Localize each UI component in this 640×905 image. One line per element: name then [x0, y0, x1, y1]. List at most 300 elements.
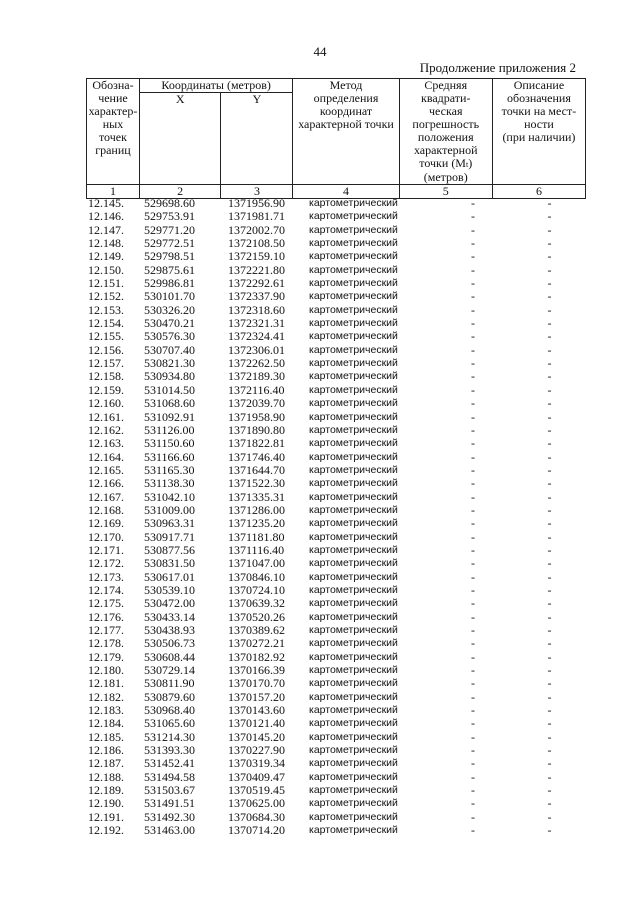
point-id: 12.177. — [88, 623, 124, 637]
description-cell: - — [547, 796, 552, 811]
description-cell: - — [547, 249, 552, 264]
coord-x: 530472.00 — [144, 596, 195, 611]
error-cell: - — [471, 236, 475, 251]
table-row — [86, 584, 586, 597]
description-cell: - — [547, 289, 552, 304]
error-cell: - — [471, 289, 475, 304]
method-cell: картометрический — [309, 370, 398, 383]
method-cell: картометрический — [309, 250, 398, 263]
coord-x: 531092.91 — [144, 409, 195, 424]
table-row — [86, 197, 586, 210]
method-cell: картометрический — [309, 317, 398, 330]
description-cell: - — [547, 569, 552, 584]
col-number-5: 5 — [399, 185, 492, 199]
description-cell: - — [547, 209, 552, 224]
coord-x: 529875.61 — [144, 262, 195, 277]
description-cell: - — [547, 342, 552, 357]
description-cell: - — [547, 409, 552, 424]
error-cell: - — [471, 743, 475, 758]
point-id: 12.166. — [88, 476, 124, 491]
method-cell: картометрический — [309, 757, 398, 770]
error-cell: - — [471, 582, 475, 597]
table-row — [86, 531, 586, 544]
error-cell: - — [471, 756, 475, 771]
point-id: 12.157. — [88, 356, 124, 371]
header-error — [399, 79, 492, 185]
error-cell: - — [471, 636, 475, 651]
coord-y: 1370166.39 — [228, 663, 285, 678]
coord-y: 1370684.30 — [228, 809, 285, 824]
description-cell: - — [547, 556, 552, 571]
point-id: 12.189. — [88, 783, 124, 798]
coord-x: 530877.56 — [144, 542, 195, 557]
coord-x: 530729.14 — [144, 663, 195, 678]
coord-y: 1372318.60 — [228, 302, 285, 317]
header-error-sub: t — [465, 160, 469, 169]
error-cell: - — [471, 809, 475, 824]
table-row — [86, 384, 586, 397]
page-number: 44 — [313, 44, 327, 59]
method-cell: картометрический — [309, 824, 398, 837]
error-cell: - — [471, 476, 475, 491]
coord-y: 1370714.20 — [228, 823, 285, 838]
coord-y: 1370170.70 — [228, 676, 285, 691]
coord-y: 1370409.47 — [228, 769, 285, 784]
method-cell: картометрический — [309, 784, 398, 797]
coord-y: 1371047.00 — [228, 556, 285, 571]
coordinates-table-header — [86, 78, 586, 199]
col-number-4: 4 — [293, 185, 399, 199]
coord-y: 1370519.45 — [228, 783, 285, 798]
point-id: 12.159. — [88, 382, 124, 397]
header-x: X — [139, 93, 221, 185]
coord-x: 529753.91 — [144, 209, 195, 224]
table-row — [86, 784, 586, 797]
method-cell: картометрический — [309, 704, 398, 717]
description-cell: - — [547, 596, 552, 611]
coord-x: 531150.60 — [144, 436, 195, 451]
error-cell: - — [471, 769, 475, 784]
description-cell: - — [547, 542, 552, 557]
error-cell: - — [471, 396, 475, 411]
method-cell: картометрический — [309, 570, 398, 583]
table-row — [86, 704, 586, 717]
coord-y: 1372108.50 — [228, 236, 285, 251]
description-cell: - — [547, 316, 552, 331]
coord-x: 529698.60 — [144, 196, 195, 210]
table-row — [86, 304, 586, 317]
point-id: 12.178. — [88, 636, 124, 651]
coord-x: 531463.00 — [144, 823, 195, 838]
coord-x: 530576.30 — [144, 329, 195, 344]
coord-x: 530811.90 — [144, 676, 195, 691]
point-id: 12.187. — [88, 756, 124, 771]
coord-y: 1370639.32 — [228, 596, 285, 611]
method-cell: картометрический — [309, 637, 398, 650]
coord-x: 531166.60 — [144, 449, 195, 464]
method-cell: картометрический — [309, 624, 398, 636]
error-cell: - — [471, 676, 475, 691]
point-id: 12.181. — [88, 676, 124, 691]
error-cell: - — [471, 689, 475, 704]
error-cell: - — [471, 342, 475, 357]
method-cell: картометрический — [309, 610, 398, 623]
error-cell: - — [471, 556, 475, 571]
table-row — [86, 597, 586, 610]
description-cell: - — [547, 729, 552, 744]
coord-y: 1372262.50 — [228, 356, 285, 371]
point-id: 12.148. — [88, 236, 124, 251]
coord-y: 1372324.41 — [228, 329, 285, 344]
method-cell: картометрический — [309, 303, 398, 316]
point-id: 12.151. — [88, 276, 124, 291]
table-row — [86, 477, 586, 490]
description-cell: - — [547, 676, 552, 691]
description-cell: - — [547, 516, 552, 531]
error-cell: - — [471, 529, 475, 544]
table-row — [86, 224, 586, 237]
error-cell: - — [471, 542, 475, 557]
coord-y: 1370724.10 — [228, 582, 285, 597]
table-row — [86, 611, 586, 624]
coord-x: 530821.30 — [144, 356, 195, 371]
method-cell: картометрический — [309, 410, 398, 423]
error-cell: - — [471, 609, 475, 624]
method-cell: картометрический — [309, 490, 398, 503]
point-id: 12.168. — [88, 502, 124, 517]
coord-y: 1370227.90 — [228, 743, 285, 758]
table-row — [86, 811, 586, 824]
description-cell: - — [547, 502, 552, 517]
description-cell: - — [547, 703, 552, 718]
table-row — [86, 691, 586, 704]
error-cell: - — [471, 449, 475, 464]
method-cell: картометрический — [309, 650, 398, 663]
header-coordinates: Координаты (метров) — [139, 79, 293, 93]
table-row — [86, 517, 586, 530]
method-cell: картометрический — [309, 503, 398, 516]
coord-y: 1370121.40 — [228, 716, 285, 731]
description-cell: - — [547, 369, 552, 384]
method-cell: картометрический — [309, 463, 398, 476]
error-cell: - — [471, 623, 475, 637]
coord-x: 530934.80 — [144, 369, 195, 384]
coord-x: 531126.00 — [144, 422, 195, 437]
coord-y: 1372116.40 — [228, 382, 285, 397]
coord-x: 529986.81 — [144, 276, 195, 291]
table-row — [86, 677, 586, 690]
point-id: 12.170. — [88, 529, 124, 544]
method-cell: картометрический — [309, 543, 398, 556]
error-cell: - — [471, 369, 475, 384]
coord-y: 1371116.40 — [228, 542, 285, 557]
coord-y: 1370520.26 — [228, 609, 285, 624]
coord-y: 1371822.81 — [228, 436, 285, 451]
method-cell: картометрический — [309, 770, 398, 783]
col-number-6: 6 — [492, 185, 585, 199]
method-cell: картометрический — [309, 744, 398, 757]
coord-y: 1370389.62 — [228, 623, 285, 637]
error-cell: - — [471, 823, 475, 838]
header-y: Y — [221, 93, 293, 185]
point-id: 12.163. — [88, 436, 124, 451]
point-id: 12.154. — [88, 316, 124, 331]
point-id: 12.152. — [88, 289, 124, 304]
point-id: 12.172. — [88, 556, 124, 571]
description-cell: - — [547, 396, 552, 411]
coord-x: 531165.30 — [144, 462, 195, 477]
coord-y: 1372292.61 — [228, 276, 285, 291]
method-cell: картометрический — [309, 437, 398, 450]
coord-x: 531491.51 — [144, 796, 195, 811]
description-cell: - — [547, 196, 552, 210]
point-id: 12.165. — [88, 462, 124, 477]
description-cell: - — [547, 302, 552, 317]
table-row — [86, 250, 586, 263]
description-cell: - — [547, 623, 552, 637]
table-row — [86, 771, 586, 784]
error-cell: - — [471, 382, 475, 397]
table-row — [86, 317, 586, 330]
error-cell: - — [471, 249, 475, 264]
table-row — [86, 397, 586, 410]
coord-y: 1371981.71 — [228, 209, 285, 224]
coord-x: 530917.71 — [144, 529, 195, 544]
coord-x: 530470.21 — [144, 316, 195, 331]
description-cell: - — [547, 422, 552, 437]
point-id: 12.153. — [88, 302, 124, 317]
continuation-note: Продолжение приложения 2 — [419, 60, 576, 75]
method-cell: картометрический — [309, 557, 398, 570]
table-row — [86, 651, 586, 664]
coord-y: 1372002.70 — [228, 222, 285, 237]
point-id: 12.147. — [88, 222, 124, 237]
point-id: 12.167. — [88, 489, 124, 504]
point-id: 12.161. — [88, 409, 124, 424]
coord-y: 1371286.00 — [228, 502, 285, 517]
method-cell: картометрический — [309, 530, 398, 543]
col-number-3: 3 — [221, 185, 293, 199]
table-row — [86, 504, 586, 517]
point-id: 12.180. — [88, 663, 124, 678]
point-id: 12.158. — [88, 369, 124, 384]
coord-y: 1370145.20 — [228, 729, 285, 744]
coord-y: 1370319.34 — [228, 756, 285, 771]
coord-y: 1371235.20 — [228, 516, 285, 531]
table-row — [86, 411, 586, 424]
error-cell: - — [471, 209, 475, 224]
coord-x: 529798.51 — [144, 249, 195, 264]
method-cell: картометрический — [309, 797, 398, 810]
table-row — [86, 797, 586, 810]
coord-x: 530968.40 — [144, 703, 195, 718]
header-designation: Обозна- чение характер- ных точек границ — [87, 79, 140, 185]
coord-y: 1372321.31 — [228, 316, 285, 331]
coord-x: 530707.40 — [144, 342, 195, 357]
coord-x: 531009.00 — [144, 502, 195, 517]
table-row — [86, 237, 586, 250]
method-cell: картометрический — [309, 397, 398, 410]
header-method: Метод определения координат характерной точки — [293, 79, 399, 185]
description-cell: - — [547, 769, 552, 784]
coord-y: 1371181.80 — [228, 529, 285, 544]
error-cell: - — [471, 796, 475, 811]
col-number-1: 1 — [87, 185, 140, 199]
coord-y: 1371958.90 — [228, 409, 285, 424]
point-id: 12.146. — [88, 209, 124, 224]
error-cell: - — [471, 569, 475, 584]
table-row — [86, 824, 586, 837]
method-cell: картометрический — [309, 197, 398, 209]
table-row — [86, 424, 586, 437]
coord-y: 1372221.80 — [228, 262, 285, 277]
table-row — [86, 370, 586, 383]
table-row — [86, 264, 586, 277]
method-cell: картометрический — [309, 664, 398, 677]
point-id: 12.182. — [88, 689, 124, 704]
point-id: 12.188. — [88, 769, 124, 784]
col-number-2: 2 — [139, 185, 221, 199]
method-cell: картометрический — [309, 583, 398, 596]
coord-y: 1371644.70 — [228, 462, 285, 477]
coord-x: 531138.30 — [144, 476, 195, 491]
point-id: 12.169. — [88, 516, 124, 531]
coord-x: 530506.73 — [144, 636, 195, 651]
description-cell: - — [547, 609, 552, 624]
coord-y: 1372306.01 — [228, 342, 285, 357]
method-cell: картометрический — [309, 423, 398, 436]
coord-y: 1370157.20 — [228, 689, 285, 704]
error-cell: - — [471, 409, 475, 424]
table-row — [86, 277, 586, 290]
header-error-tail: ) (метров) — [423, 156, 473, 184]
coord-y: 1372189.30 — [228, 369, 285, 384]
error-cell: - — [471, 196, 475, 210]
description-cell: - — [547, 582, 552, 597]
coord-x: 530438.93 — [144, 623, 195, 637]
description-cell: - — [547, 529, 552, 544]
coordinates-table-body — [86, 197, 586, 838]
coord-y: 1371522.30 — [228, 476, 285, 491]
description-cell: - — [547, 649, 552, 664]
coord-y: 1372337.90 — [228, 289, 285, 304]
error-cell: - — [471, 462, 475, 477]
table-row — [86, 330, 586, 343]
coord-x: 530879.60 — [144, 689, 195, 704]
description-cell: - — [547, 449, 552, 464]
error-cell: - — [471, 489, 475, 504]
method-cell: картометрический — [309, 717, 398, 730]
method-cell: картометрический — [309, 223, 398, 236]
error-cell: - — [471, 302, 475, 317]
error-cell: - — [471, 316, 475, 331]
point-id: 12.185. — [88, 729, 124, 744]
description-cell: - — [547, 276, 552, 291]
coord-x: 530326.20 — [144, 302, 195, 317]
table-row — [86, 464, 586, 477]
table-row — [86, 437, 586, 450]
description-cell: - — [547, 462, 552, 477]
coord-y: 1371890.80 — [228, 422, 285, 437]
point-id: 12.149. — [88, 249, 124, 264]
description-cell: - — [547, 783, 552, 798]
method-cell: картометрический — [309, 690, 398, 703]
description-cell: - — [547, 743, 552, 758]
error-cell: - — [471, 422, 475, 437]
error-cell: - — [471, 356, 475, 371]
method-cell: картометрический — [309, 210, 398, 223]
error-cell: - — [471, 222, 475, 237]
description-cell: - — [547, 756, 552, 771]
point-id: 12.156. — [88, 342, 124, 357]
description-cell: - — [547, 636, 552, 651]
error-cell: - — [471, 703, 475, 718]
method-cell: картометрический — [309, 357, 398, 370]
error-cell: - — [471, 716, 475, 731]
point-id: 12.176. — [88, 609, 124, 624]
error-cell: - — [471, 649, 475, 664]
header-description: Описание обозначения точки на мест- ности (при наличии) — [492, 79, 585, 185]
coord-x: 531065.60 — [144, 716, 195, 731]
coord-x: 531452.41 — [144, 756, 195, 771]
method-cell: картометрический — [309, 730, 398, 743]
coord-y: 1370272.21 — [228, 636, 285, 651]
header-error-main: Средняя квадрати- ческая погрешность положения характерной точки (M — [412, 78, 480, 170]
coord-y: 1370182.92 — [228, 649, 285, 664]
coord-x: 531068.60 — [144, 396, 195, 411]
table-row — [86, 637, 586, 650]
table-row — [86, 557, 586, 570]
description-cell: - — [547, 382, 552, 397]
error-cell: - — [471, 516, 475, 531]
description-cell: - — [547, 262, 552, 277]
description-cell: - — [547, 716, 552, 731]
coord-y: 1370846.10 — [228, 569, 285, 584]
coord-x: 529771.20 — [144, 222, 195, 237]
point-id: 12.162. — [88, 422, 124, 437]
point-id: 12.160. — [88, 396, 124, 411]
coord-y: 1372159.10 — [228, 249, 285, 264]
method-cell: картометрический — [309, 597, 398, 610]
table-row — [86, 344, 586, 357]
point-id: 12.192. — [88, 823, 124, 838]
coord-x: 531494.58 — [144, 769, 195, 784]
method-cell: картометрический — [309, 450, 398, 463]
point-id: 12.179. — [88, 649, 124, 664]
description-cell: - — [547, 689, 552, 704]
method-cell: картометрический — [309, 477, 398, 490]
description-cell: - — [547, 329, 552, 344]
description-cell: - — [547, 489, 552, 504]
coord-x: 530539.10 — [144, 582, 195, 597]
point-id: 12.175. — [88, 596, 124, 611]
table-row — [86, 744, 586, 757]
error-cell: - — [471, 729, 475, 744]
table-row — [86, 357, 586, 370]
method-cell: картометрический — [309, 290, 398, 303]
point-id: 12.150. — [88, 262, 124, 277]
coord-x: 531393.30 — [144, 743, 195, 758]
description-cell: - — [547, 356, 552, 371]
error-cell: - — [471, 436, 475, 451]
error-cell: - — [471, 329, 475, 344]
method-cell: картометрический — [309, 677, 398, 690]
point-id: 12.186. — [88, 743, 124, 758]
point-id: 12.183. — [88, 703, 124, 718]
method-cell: картометрический — [309, 237, 398, 250]
error-cell: - — [471, 596, 475, 611]
coord-x: 531014.50 — [144, 382, 195, 397]
